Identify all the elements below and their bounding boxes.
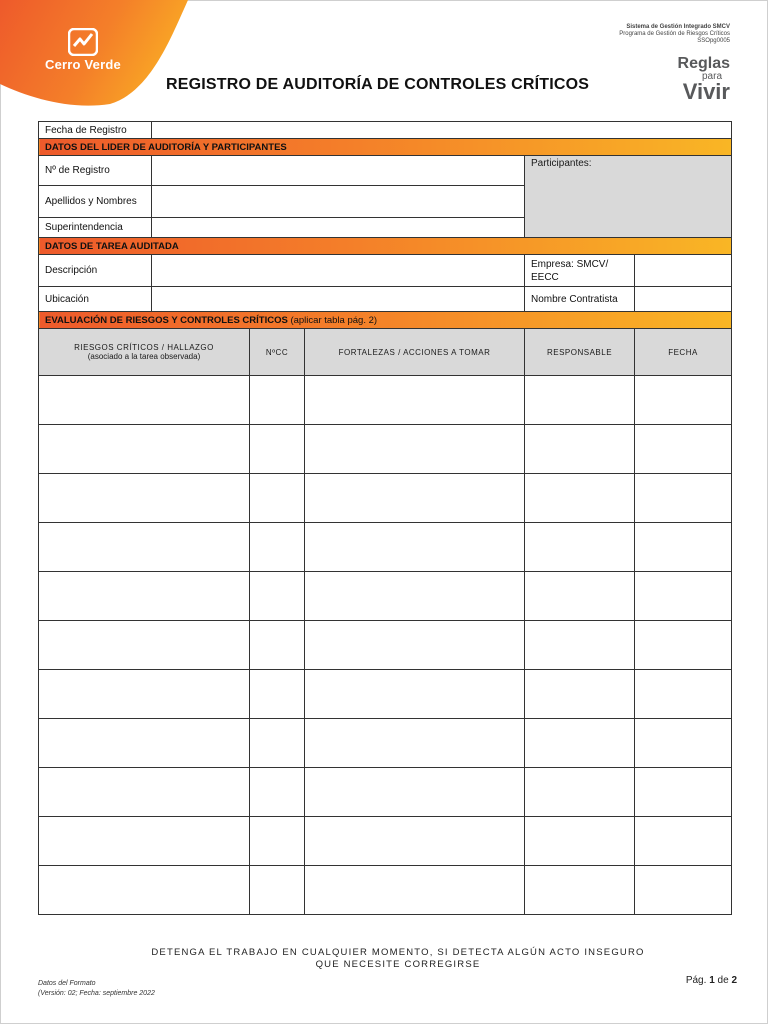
empresa-field[interactable] xyxy=(635,255,732,287)
cell-responsable[interactable] xyxy=(525,768,635,817)
table-row xyxy=(39,670,732,719)
cell-riesgo[interactable] xyxy=(39,768,250,817)
table-row xyxy=(39,474,732,523)
cell-ncc[interactable] xyxy=(250,817,305,866)
cell-responsable[interactable] xyxy=(525,817,635,866)
brand-name: Cerro Verde xyxy=(45,57,121,72)
cell-ncc[interactable] xyxy=(250,523,305,572)
table-row xyxy=(39,376,732,425)
cell-fecha[interactable] xyxy=(635,425,732,474)
system-info-line2: Programa de Gestión de Riesgos Críticos xyxy=(619,31,730,37)
audit-form xyxy=(38,121,732,915)
cell-fortalezas[interactable] xyxy=(305,768,525,817)
cell-ncc[interactable] xyxy=(250,866,305,915)
cell-riesgo[interactable] xyxy=(39,719,250,768)
cell-responsable[interactable] xyxy=(525,866,635,915)
header-ncc: NºCC xyxy=(250,329,305,376)
n-registro-field[interactable] xyxy=(152,156,525,186)
table-row xyxy=(39,768,732,817)
cell-ncc[interactable] xyxy=(250,670,305,719)
n-registro-label: Nº de Registro xyxy=(39,156,152,186)
nombre-contratista-field[interactable] xyxy=(635,287,732,312)
cell-riesgo[interactable] xyxy=(39,670,250,719)
table-row xyxy=(39,425,732,474)
superintendencia-field[interactable] xyxy=(152,218,525,238)
cell-riesgo[interactable] xyxy=(39,621,250,670)
cell-responsable[interactable] xyxy=(525,670,635,719)
cell-riesgo[interactable] xyxy=(39,474,250,523)
participantes-label: Participantes: xyxy=(531,158,592,169)
table-row xyxy=(39,523,732,572)
cell-ncc[interactable] xyxy=(250,621,305,670)
header-responsable: RESPONSABLE xyxy=(525,329,635,376)
header-fecha: FECHA xyxy=(635,329,732,376)
row-n-registro xyxy=(39,156,732,186)
cell-responsable[interactable] xyxy=(525,719,635,768)
header-riesgos-sub: (asociado a la tarea observada) xyxy=(87,352,201,361)
apellidos-field[interactable] xyxy=(152,186,525,218)
system-info-line1: Sistema de Gestión Integrado SMCV xyxy=(626,24,730,30)
reglas-para-vivir-logo xyxy=(678,56,730,102)
cell-responsable[interactable] xyxy=(525,572,635,621)
cell-ncc[interactable] xyxy=(250,719,305,768)
cell-fecha[interactable] xyxy=(635,621,732,670)
header-riesgos xyxy=(39,329,250,376)
cell-responsable[interactable] xyxy=(525,474,635,523)
fecha-registro-field[interactable] xyxy=(152,122,732,139)
ubicacion-label: Ubicación xyxy=(39,287,152,312)
empresa-label: Empresa: SMCV/ EECC xyxy=(525,255,635,287)
apellidos-label: Apellidos y Nombres xyxy=(39,186,152,218)
document-title: REGISTRO DE AUDITORÍA DE CONTROLES CRÍTICOS xyxy=(166,76,590,93)
row-descripcion xyxy=(39,255,732,287)
para-word: para xyxy=(701,71,722,82)
cell-fortalezas[interactable] xyxy=(305,866,525,915)
evaluation-header-row xyxy=(39,329,732,376)
section-evaluacion-label: EVALUACIÓN DE RIESGOS Y CONTROLES CRÍTICOS xyxy=(45,314,288,326)
cell-fecha[interactable] xyxy=(635,572,732,621)
cell-responsable[interactable] xyxy=(525,523,635,572)
page-current: 1 xyxy=(709,975,715,986)
cell-fortalezas[interactable] xyxy=(305,523,525,572)
cell-riesgo[interactable] xyxy=(39,817,250,866)
cell-riesgo[interactable] xyxy=(39,572,250,621)
table-row xyxy=(39,866,732,915)
table-row xyxy=(39,719,732,768)
cell-fecha[interactable] xyxy=(635,866,732,915)
cell-fortalezas[interactable] xyxy=(305,817,525,866)
format-info-title: Datos del Formato xyxy=(38,980,96,987)
cell-riesgo[interactable] xyxy=(39,523,250,572)
cell-fortalezas[interactable] xyxy=(305,670,525,719)
cell-riesgo[interactable] xyxy=(39,376,250,425)
system-info xyxy=(619,24,730,45)
cell-ncc[interactable] xyxy=(250,572,305,621)
descripcion-label: Descripción xyxy=(39,255,152,287)
cell-ncc[interactable] xyxy=(250,425,305,474)
table-row xyxy=(39,621,732,670)
cell-responsable[interactable] xyxy=(525,621,635,670)
cell-riesgo[interactable] xyxy=(39,425,250,474)
row-fecha-registro xyxy=(39,122,732,139)
section-evaluacion xyxy=(39,312,732,329)
header-riesgos-label: RIESGOS CRÍTICOS / HALLAZGO xyxy=(74,343,214,352)
page-prefix: Pág. xyxy=(685,975,707,986)
cell-ncc[interactable] xyxy=(250,376,305,425)
reglas-word: Reglas xyxy=(677,55,730,72)
nombre-contratista-label: Nombre Contratista xyxy=(525,287,635,312)
superintendencia-label: Superintendencia xyxy=(39,218,152,238)
section-tarea-title: DATOS DE TAREA AUDITADA xyxy=(39,238,732,255)
section-lider xyxy=(39,139,732,156)
cell-fecha[interactable] xyxy=(635,474,732,523)
section-evaluacion-note: (aplicar tabla pág. 2) xyxy=(290,314,378,326)
descripcion-field[interactable] xyxy=(152,255,525,287)
page-of: de xyxy=(717,975,729,986)
section-evaluacion-title xyxy=(39,312,732,329)
cell-fecha[interactable] xyxy=(635,376,732,425)
ubicacion-field[interactable] xyxy=(152,287,525,312)
page-total: 2 xyxy=(731,975,737,986)
format-info xyxy=(38,979,155,999)
stop-work-line2: QUE NECESITE CORREGIRSE xyxy=(315,959,481,970)
cell-fecha[interactable] xyxy=(635,719,732,768)
cell-fecha[interactable] xyxy=(635,817,732,866)
section-lider-title: DATOS DEL LIDER DE AUDITORÍA Y PARTICIPANTES xyxy=(39,139,732,156)
cell-fortalezas[interactable] xyxy=(305,376,525,425)
cell-fortalezas[interactable] xyxy=(305,719,525,768)
evaluation-rows xyxy=(39,376,732,915)
fecha-registro-label: Fecha de Registro xyxy=(39,122,152,139)
section-tarea xyxy=(39,238,732,255)
system-info-code: SSOpg0005 xyxy=(697,38,730,44)
cell-fecha[interactable] xyxy=(635,523,732,572)
table-row xyxy=(39,817,732,866)
cell-fortalezas[interactable] xyxy=(305,572,525,621)
cell-fortalezas[interactable] xyxy=(305,621,525,670)
format-info-version: (Versión: 02; Fecha: septiembre 2022 xyxy=(38,990,155,997)
participantes-field[interactable] xyxy=(525,156,732,238)
row-ubicacion xyxy=(39,287,732,312)
vivir-word: Vivir xyxy=(682,79,730,104)
cell-fortalezas[interactable] xyxy=(305,425,525,474)
cell-riesgo[interactable] xyxy=(39,866,250,915)
page-number xyxy=(686,975,737,986)
stop-work-line1: DETENGA EL TRABAJO EN CUALQUIER MOMENTO, SI DETECTA ALGÚN ACTO INSEGURO xyxy=(151,947,645,958)
cell-responsable[interactable] xyxy=(525,376,635,425)
cerro-verde-logo-icon xyxy=(68,28,98,56)
cell-fecha[interactable] xyxy=(635,768,732,817)
cell-ncc[interactable] xyxy=(250,474,305,523)
stop-work-message xyxy=(0,947,768,971)
cell-fortalezas[interactable] xyxy=(305,474,525,523)
table-row xyxy=(39,572,732,621)
header-fortalezas: FORTALEZAS / ACCIONES A TOMAR xyxy=(305,329,525,376)
cell-ncc[interactable] xyxy=(250,768,305,817)
cell-responsable[interactable] xyxy=(525,425,635,474)
cell-fecha[interactable] xyxy=(635,670,732,719)
